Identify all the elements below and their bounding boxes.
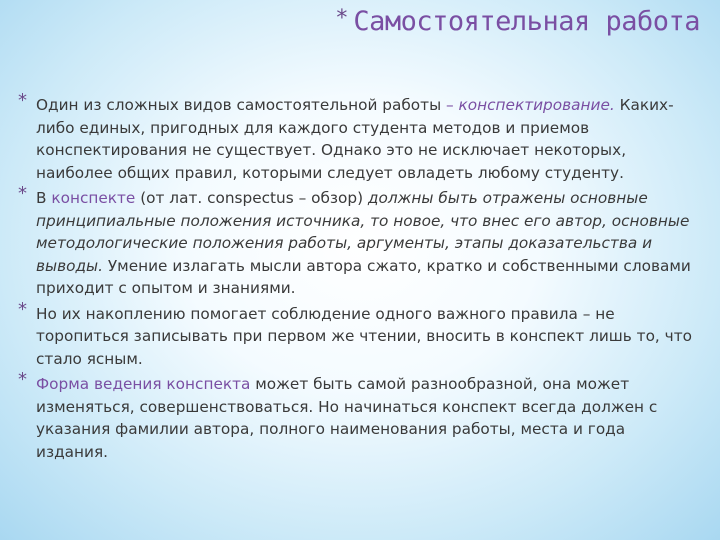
bullet-icon: * <box>18 183 27 204</box>
paragraph-1 <box>18 90 698 184</box>
paragraph-2-etymology: (от лат. conspectus – обзор) <box>135 189 368 207</box>
slide-title: Самостоятельная работа <box>353 6 700 37</box>
paragraph-3 <box>18 298 698 371</box>
paragraph-1-rest: Каких-либо единых, пригодных для каждого студента методов и приемов конспектирования не существует. Однако это не исключает некоторых, наиболее общих правил, которыми следует овладеть любому студенту. <box>36 96 674 182</box>
bullet-icon: * <box>18 298 27 320</box>
slide-content <box>18 90 698 466</box>
paragraph-2 <box>18 183 698 300</box>
paragraph-1-term: конспектирование. <box>458 96 615 114</box>
paragraph-1-text: Один из сложных видов самостоятельной работы <box>36 96 442 114</box>
paragraph-2-rest: Умение излагать мысли автора сжато, кратко и собственными словами приходит с опытом и знаниями. <box>36 256 691 297</box>
title-bullet-icon: * <box>336 6 348 31</box>
paragraph-4 <box>18 369 698 463</box>
bullet-icon: * <box>18 90 27 111</box>
paragraph-4-rest: может быть самой разнообразной, она может изменяться, совершенствоваться. Но начинаться конспект всегда должен с указания фамилии автора, полного наименования работы, места и года издания. <box>36 375 658 461</box>
paragraph-2-term: конспекте <box>51 189 136 207</box>
paragraph-2-italic: должны быть отражены основные принципиальные положения источника, то новое, что внес его автор, основные методологические положения работы, аргументы, этапы доказательства и выводы. <box>36 189 690 275</box>
paragraph-4-term: Форма ведения конспекта <box>36 375 251 393</box>
paragraph-1-dash: – <box>441 96 459 114</box>
paragraph-3-text: Но их накоплению помогает соблюдение одного важного правила – не торопиться записывать при первом же чтении, вносить в конспект лишь то, что стало ясным. <box>36 304 692 368</box>
bullet-icon: * <box>18 369 27 390</box>
paragraph-2-lead: В <box>36 189 52 207</box>
slide-title-row <box>0 4 720 44</box>
